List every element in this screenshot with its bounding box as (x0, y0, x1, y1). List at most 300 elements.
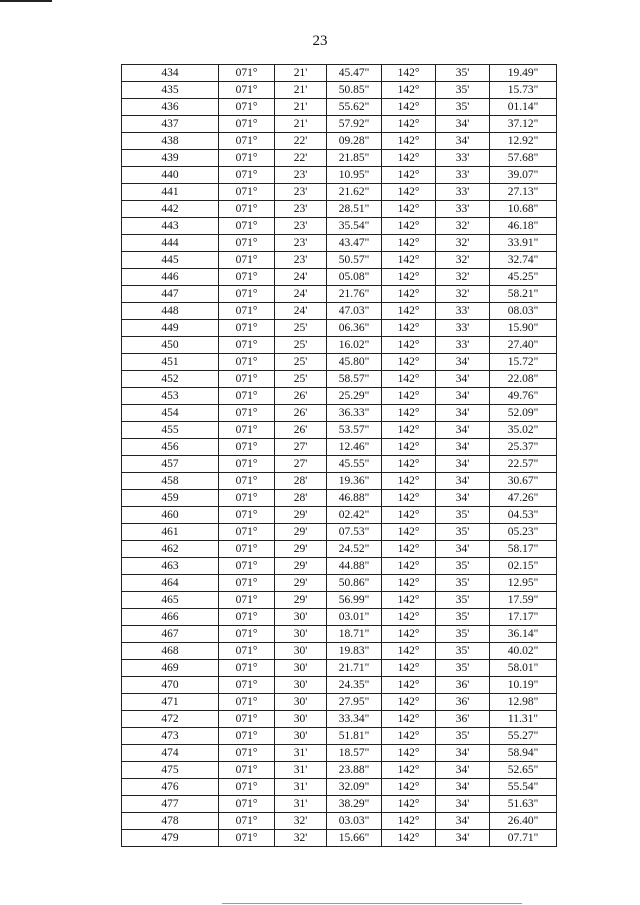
latitude-seconds-cell: 19.36" (327, 473, 382, 490)
longitude-seconds-cell: 33.91" (490, 235, 557, 252)
point-number-cell: 448 (122, 303, 219, 320)
longitude-seconds-cell: 39.07" (490, 167, 557, 184)
latitude-degrees-cell: 071° (219, 677, 275, 694)
point-number-cell: 459 (122, 490, 219, 507)
latitude-degrees-cell: 071° (219, 320, 275, 337)
longitude-minutes-cell: 32' (436, 218, 490, 235)
longitude-minutes-cell: 33' (436, 320, 490, 337)
longitude-degrees-cell: 142° (382, 439, 436, 456)
longitude-minutes-cell: 35' (436, 99, 490, 116)
longitude-seconds-cell: 40.02" (490, 643, 557, 660)
latitude-minutes-cell: 30' (275, 609, 327, 626)
latitude-minutes-cell: 25' (275, 371, 327, 388)
latitude-minutes-cell: 32' (275, 830, 327, 847)
longitude-degrees-cell: 142° (382, 99, 436, 116)
longitude-minutes-cell: 35' (436, 65, 490, 82)
table-row (122, 490, 557, 507)
latitude-seconds-cell: 18.71" (327, 626, 382, 643)
latitude-minutes-cell: 25' (275, 337, 327, 354)
latitude-seconds-cell: 21.71" (327, 660, 382, 677)
longitude-minutes-cell: 34' (436, 796, 490, 813)
longitude-minutes-cell: 34' (436, 371, 490, 388)
latitude-seconds-cell: 33.34" (327, 711, 382, 728)
latitude-degrees-cell: 071° (219, 728, 275, 745)
point-number-cell: 455 (122, 422, 219, 439)
point-number-cell: 456 (122, 439, 219, 456)
coordinates-table-body (122, 65, 557, 847)
longitude-degrees-cell: 142° (382, 592, 436, 609)
table-row (122, 643, 557, 660)
table-row (122, 201, 557, 218)
point-number-cell: 469 (122, 660, 219, 677)
longitude-minutes-cell: 32' (436, 235, 490, 252)
latitude-seconds-cell: 35.54" (327, 218, 382, 235)
longitude-seconds-cell: 19.49" (490, 65, 557, 82)
table-row (122, 337, 557, 354)
longitude-minutes-cell: 34' (436, 388, 490, 405)
longitude-minutes-cell: 36' (436, 694, 490, 711)
table-row (122, 456, 557, 473)
latitude-degrees-cell: 071° (219, 422, 275, 439)
latitude-degrees-cell: 071° (219, 490, 275, 507)
latitude-minutes-cell: 30' (275, 728, 327, 745)
longitude-seconds-cell: 52.09" (490, 405, 557, 422)
latitude-minutes-cell: 28' (275, 473, 327, 490)
longitude-seconds-cell: 12.98" (490, 694, 557, 711)
table-row (122, 439, 557, 456)
table-row (122, 354, 557, 371)
latitude-seconds-cell: 36.33" (327, 405, 382, 422)
latitude-minutes-cell: 25' (275, 320, 327, 337)
table-row (122, 405, 557, 422)
latitude-degrees-cell: 071° (219, 405, 275, 422)
latitude-minutes-cell: 23' (275, 235, 327, 252)
latitude-seconds-cell: 16.02" (327, 337, 382, 354)
latitude-seconds-cell: 45.47" (327, 65, 382, 82)
point-number-cell: 439 (122, 150, 219, 167)
latitude-seconds-cell: 23.88" (327, 762, 382, 779)
longitude-degrees-cell: 142° (382, 575, 436, 592)
longitude-minutes-cell: 34' (436, 456, 490, 473)
latitude-degrees-cell: 071° (219, 82, 275, 99)
longitude-degrees-cell: 142° (382, 660, 436, 677)
latitude-seconds-cell: 58.57" (327, 371, 382, 388)
point-number-cell: 460 (122, 507, 219, 524)
latitude-seconds-cell: 47.03" (327, 303, 382, 320)
longitude-minutes-cell: 36' (436, 677, 490, 694)
latitude-minutes-cell: 21' (275, 82, 327, 99)
table-row (122, 592, 557, 609)
point-number-cell: 464 (122, 575, 219, 592)
table-row (122, 473, 557, 490)
longitude-seconds-cell: 27.40" (490, 337, 557, 354)
longitude-minutes-cell: 35' (436, 82, 490, 99)
longitude-seconds-cell: 25.37" (490, 439, 557, 456)
latitude-seconds-cell: 55.62" (327, 99, 382, 116)
table-row (122, 235, 557, 252)
table-row (122, 65, 557, 82)
longitude-seconds-cell: 36.14" (490, 626, 557, 643)
latitude-degrees-cell: 071° (219, 218, 275, 235)
longitude-degrees-cell: 142° (382, 813, 436, 830)
longitude-degrees-cell: 142° (382, 150, 436, 167)
point-number-cell: 444 (122, 235, 219, 252)
top-edge-rule (0, 0, 52, 2)
latitude-minutes-cell: 25' (275, 354, 327, 371)
longitude-degrees-cell: 142° (382, 473, 436, 490)
point-number-cell: 451 (122, 354, 219, 371)
table-row (122, 150, 557, 167)
longitude-degrees-cell: 142° (382, 388, 436, 405)
point-number-cell: 466 (122, 609, 219, 626)
latitude-minutes-cell: 31' (275, 796, 327, 813)
longitude-seconds-cell: 10.19" (490, 677, 557, 694)
longitude-minutes-cell: 33' (436, 303, 490, 320)
longitude-seconds-cell: 58.17" (490, 541, 557, 558)
latitude-seconds-cell: 38.29" (327, 796, 382, 813)
point-number-cell: 479 (122, 830, 219, 847)
latitude-degrees-cell: 071° (219, 711, 275, 728)
longitude-degrees-cell: 142° (382, 201, 436, 218)
longitude-degrees-cell: 142° (382, 626, 436, 643)
latitude-degrees-cell: 071° (219, 65, 275, 82)
latitude-degrees-cell: 071° (219, 99, 275, 116)
table-row (122, 745, 557, 762)
table-row (122, 286, 557, 303)
longitude-degrees-cell: 142° (382, 167, 436, 184)
latitude-seconds-cell: 45.80" (327, 354, 382, 371)
longitude-minutes-cell: 34' (436, 490, 490, 507)
longitude-minutes-cell: 35' (436, 575, 490, 592)
longitude-seconds-cell: 30.67" (490, 473, 557, 490)
table-row (122, 728, 557, 745)
longitude-minutes-cell: 36' (436, 711, 490, 728)
longitude-minutes-cell: 35' (436, 592, 490, 609)
latitude-seconds-cell: 15.66" (327, 830, 382, 847)
latitude-degrees-cell: 071° (219, 609, 275, 626)
latitude-degrees-cell: 071° (219, 116, 275, 133)
point-number-cell: 462 (122, 541, 219, 558)
latitude-minutes-cell: 23' (275, 167, 327, 184)
latitude-minutes-cell: 21' (275, 116, 327, 133)
latitude-seconds-cell: 44.88" (327, 558, 382, 575)
longitude-degrees-cell: 142° (382, 762, 436, 779)
latitude-degrees-cell: 071° (219, 830, 275, 847)
longitude-degrees-cell: 142° (382, 524, 436, 541)
latitude-seconds-cell: 53.57" (327, 422, 382, 439)
longitude-minutes-cell: 33' (436, 150, 490, 167)
longitude-degrees-cell: 142° (382, 252, 436, 269)
table-row (122, 626, 557, 643)
longitude-seconds-cell: 27.13" (490, 184, 557, 201)
latitude-seconds-cell: 50.85" (327, 82, 382, 99)
longitude-seconds-cell: 22.57" (490, 456, 557, 473)
longitude-degrees-cell: 142° (382, 779, 436, 796)
longitude-seconds-cell: 32.74" (490, 252, 557, 269)
point-number-cell: 458 (122, 473, 219, 490)
latitude-seconds-cell: 24.35" (327, 677, 382, 694)
table-row (122, 796, 557, 813)
latitude-degrees-cell: 071° (219, 660, 275, 677)
latitude-degrees-cell: 071° (219, 575, 275, 592)
latitude-seconds-cell: 10.95" (327, 167, 382, 184)
latitude-seconds-cell: 06.36" (327, 320, 382, 337)
latitude-seconds-cell: 57.92" (327, 116, 382, 133)
latitude-degrees-cell: 071° (219, 813, 275, 830)
longitude-degrees-cell: 142° (382, 303, 436, 320)
longitude-seconds-cell: 49.76" (490, 388, 557, 405)
latitude-minutes-cell: 26' (275, 388, 327, 405)
latitude-minutes-cell: 31' (275, 779, 327, 796)
latitude-degrees-cell: 071° (219, 507, 275, 524)
table-row (122, 779, 557, 796)
longitude-minutes-cell: 34' (436, 541, 490, 558)
longitude-degrees-cell: 142° (382, 796, 436, 813)
latitude-seconds-cell: 56.99" (327, 592, 382, 609)
latitude-minutes-cell: 30' (275, 643, 327, 660)
longitude-minutes-cell: 34' (436, 745, 490, 762)
latitude-seconds-cell: 21.62" (327, 184, 382, 201)
latitude-seconds-cell: 07.53" (327, 524, 382, 541)
longitude-seconds-cell: 10.68" (490, 201, 557, 218)
latitude-seconds-cell: 32.09" (327, 779, 382, 796)
latitude-seconds-cell: 02.42" (327, 507, 382, 524)
longitude-seconds-cell: 58.94" (490, 745, 557, 762)
longitude-degrees-cell: 142° (382, 558, 436, 575)
latitude-seconds-cell: 12.46" (327, 439, 382, 456)
latitude-minutes-cell: 30' (275, 626, 327, 643)
longitude-minutes-cell: 34' (436, 762, 490, 779)
table-row (122, 507, 557, 524)
table-row (122, 524, 557, 541)
latitude-seconds-cell: 03.01" (327, 609, 382, 626)
longitude-degrees-cell: 142° (382, 320, 436, 337)
coordinates-table (121, 64, 557, 847)
point-number-cell: 478 (122, 813, 219, 830)
longitude-degrees-cell: 142° (382, 422, 436, 439)
longitude-seconds-cell: 55.54" (490, 779, 557, 796)
table-row (122, 711, 557, 728)
point-number-cell: 450 (122, 337, 219, 354)
longitude-degrees-cell: 142° (382, 65, 436, 82)
longitude-seconds-cell: 46.18" (490, 218, 557, 235)
point-number-cell: 463 (122, 558, 219, 575)
longitude-seconds-cell: 47.26" (490, 490, 557, 507)
longitude-degrees-cell: 142° (382, 728, 436, 745)
latitude-degrees-cell: 071° (219, 541, 275, 558)
latitude-degrees-cell: 071° (219, 626, 275, 643)
longitude-minutes-cell: 34' (436, 779, 490, 796)
table-row (122, 167, 557, 184)
longitude-minutes-cell: 34' (436, 354, 490, 371)
longitude-degrees-cell: 142° (382, 643, 436, 660)
latitude-seconds-cell: 25.29" (327, 388, 382, 405)
point-number-cell: 446 (122, 269, 219, 286)
latitude-degrees-cell: 071° (219, 167, 275, 184)
longitude-seconds-cell: 26.40" (490, 813, 557, 830)
latitude-degrees-cell: 071° (219, 354, 275, 371)
latitude-seconds-cell: 19.83" (327, 643, 382, 660)
point-number-cell: 471 (122, 694, 219, 711)
latitude-seconds-cell: 45.55" (327, 456, 382, 473)
latitude-minutes-cell: 32' (275, 813, 327, 830)
point-number-cell: 465 (122, 592, 219, 609)
latitude-degrees-cell: 071° (219, 184, 275, 201)
table-row (122, 558, 557, 575)
table-row (122, 133, 557, 150)
latitude-degrees-cell: 071° (219, 456, 275, 473)
latitude-degrees-cell: 071° (219, 388, 275, 405)
latitude-degrees-cell: 071° (219, 235, 275, 252)
longitude-degrees-cell: 142° (382, 745, 436, 762)
point-number-cell: 467 (122, 626, 219, 643)
latitude-minutes-cell: 31' (275, 762, 327, 779)
longitude-minutes-cell: 33' (436, 167, 490, 184)
point-number-cell: 454 (122, 405, 219, 422)
point-number-cell: 477 (122, 796, 219, 813)
longitude-minutes-cell: 33' (436, 184, 490, 201)
latitude-minutes-cell: 21' (275, 99, 327, 116)
latitude-seconds-cell: 51.81" (327, 728, 382, 745)
latitude-minutes-cell: 30' (275, 677, 327, 694)
longitude-degrees-cell: 142° (382, 677, 436, 694)
longitude-degrees-cell: 142° (382, 82, 436, 99)
longitude-degrees-cell: 142° (382, 405, 436, 422)
longitude-minutes-cell: 34' (436, 116, 490, 133)
bottom-edge-rule (222, 903, 522, 904)
latitude-minutes-cell: 22' (275, 150, 327, 167)
longitude-minutes-cell: 34' (436, 439, 490, 456)
point-number-cell: 445 (122, 252, 219, 269)
latitude-degrees-cell: 071° (219, 371, 275, 388)
longitude-seconds-cell: 15.72" (490, 354, 557, 371)
longitude-seconds-cell: 04.53" (490, 507, 557, 524)
latitude-degrees-cell: 071° (219, 473, 275, 490)
longitude-minutes-cell: 34' (436, 422, 490, 439)
point-number-cell: 470 (122, 677, 219, 694)
table-row (122, 762, 557, 779)
page-number: 23 (312, 33, 328, 49)
table-row (122, 388, 557, 405)
longitude-minutes-cell: 35' (436, 626, 490, 643)
latitude-degrees-cell: 071° (219, 201, 275, 218)
latitude-degrees-cell: 071° (219, 252, 275, 269)
latitude-degrees-cell: 071° (219, 439, 275, 456)
point-number-cell: 453 (122, 388, 219, 405)
point-number-cell: 447 (122, 286, 219, 303)
latitude-minutes-cell: 29' (275, 507, 327, 524)
longitude-minutes-cell: 34' (436, 830, 490, 847)
longitude-seconds-cell: 58.21" (490, 286, 557, 303)
latitude-minutes-cell: 30' (275, 711, 327, 728)
latitude-minutes-cell: 24' (275, 303, 327, 320)
longitude-minutes-cell: 35' (436, 728, 490, 745)
latitude-seconds-cell: 27.95" (327, 694, 382, 711)
table-row (122, 830, 557, 847)
longitude-degrees-cell: 142° (382, 694, 436, 711)
latitude-degrees-cell: 071° (219, 745, 275, 762)
point-number-cell: 457 (122, 456, 219, 473)
latitude-degrees-cell: 071° (219, 694, 275, 711)
latitude-degrees-cell: 071° (219, 286, 275, 303)
longitude-degrees-cell: 142° (382, 830, 436, 847)
point-number-cell: 443 (122, 218, 219, 235)
longitude-minutes-cell: 35' (436, 643, 490, 660)
point-number-cell: 476 (122, 779, 219, 796)
latitude-seconds-cell: 43.47" (327, 235, 382, 252)
latitude-seconds-cell: 24.52" (327, 541, 382, 558)
longitude-seconds-cell: 35.02" (490, 422, 557, 439)
latitude-minutes-cell: 24' (275, 286, 327, 303)
table-row (122, 184, 557, 201)
point-number-cell: 435 (122, 82, 219, 99)
latitude-degrees-cell: 071° (219, 558, 275, 575)
longitude-degrees-cell: 142° (382, 507, 436, 524)
longitude-minutes-cell: 35' (436, 507, 490, 524)
table-row (122, 252, 557, 269)
point-number-cell: 461 (122, 524, 219, 541)
point-number-cell: 474 (122, 745, 219, 762)
longitude-seconds-cell: 08.03" (490, 303, 557, 320)
longitude-degrees-cell: 142° (382, 184, 436, 201)
latitude-minutes-cell: 21' (275, 65, 327, 82)
latitude-minutes-cell: 26' (275, 405, 327, 422)
longitude-degrees-cell: 142° (382, 235, 436, 252)
latitude-minutes-cell: 30' (275, 694, 327, 711)
longitude-degrees-cell: 142° (382, 269, 436, 286)
longitude-seconds-cell: 05.23" (490, 524, 557, 541)
longitude-degrees-cell: 142° (382, 490, 436, 507)
latitude-minutes-cell: 24' (275, 269, 327, 286)
point-number-cell: 472 (122, 711, 219, 728)
table-row (122, 660, 557, 677)
latitude-seconds-cell: 03.03" (327, 813, 382, 830)
table-row (122, 575, 557, 592)
longitude-seconds-cell: 15.73" (490, 82, 557, 99)
table-row (122, 218, 557, 235)
point-number-cell: 438 (122, 133, 219, 150)
latitude-degrees-cell: 071° (219, 779, 275, 796)
longitude-minutes-cell: 35' (436, 609, 490, 626)
longitude-minutes-cell: 34' (436, 405, 490, 422)
longitude-minutes-cell: 33' (436, 337, 490, 354)
latitude-minutes-cell: 29' (275, 558, 327, 575)
longitude-seconds-cell: 12.92" (490, 133, 557, 150)
longitude-seconds-cell: 37.12" (490, 116, 557, 133)
latitude-degrees-cell: 071° (219, 643, 275, 660)
longitude-seconds-cell: 07.71" (490, 830, 557, 847)
latitude-seconds-cell: 21.85" (327, 150, 382, 167)
point-number-cell: 434 (122, 65, 219, 82)
table-row (122, 694, 557, 711)
longitude-minutes-cell: 33' (436, 201, 490, 218)
table-row (122, 82, 557, 99)
latitude-minutes-cell: 29' (275, 575, 327, 592)
coordinates-table-container (121, 64, 557, 847)
longitude-seconds-cell: 12.95" (490, 575, 557, 592)
point-number-cell: 475 (122, 762, 219, 779)
latitude-seconds-cell: 21.76" (327, 286, 382, 303)
table-row (122, 813, 557, 830)
longitude-degrees-cell: 142° (382, 116, 436, 133)
longitude-seconds-cell: 51.63" (490, 796, 557, 813)
longitude-minutes-cell: 35' (436, 524, 490, 541)
latitude-degrees-cell: 071° (219, 303, 275, 320)
latitude-minutes-cell: 30' (275, 660, 327, 677)
point-number-cell: 468 (122, 643, 219, 660)
latitude-degrees-cell: 071° (219, 269, 275, 286)
point-number-cell: 437 (122, 116, 219, 133)
